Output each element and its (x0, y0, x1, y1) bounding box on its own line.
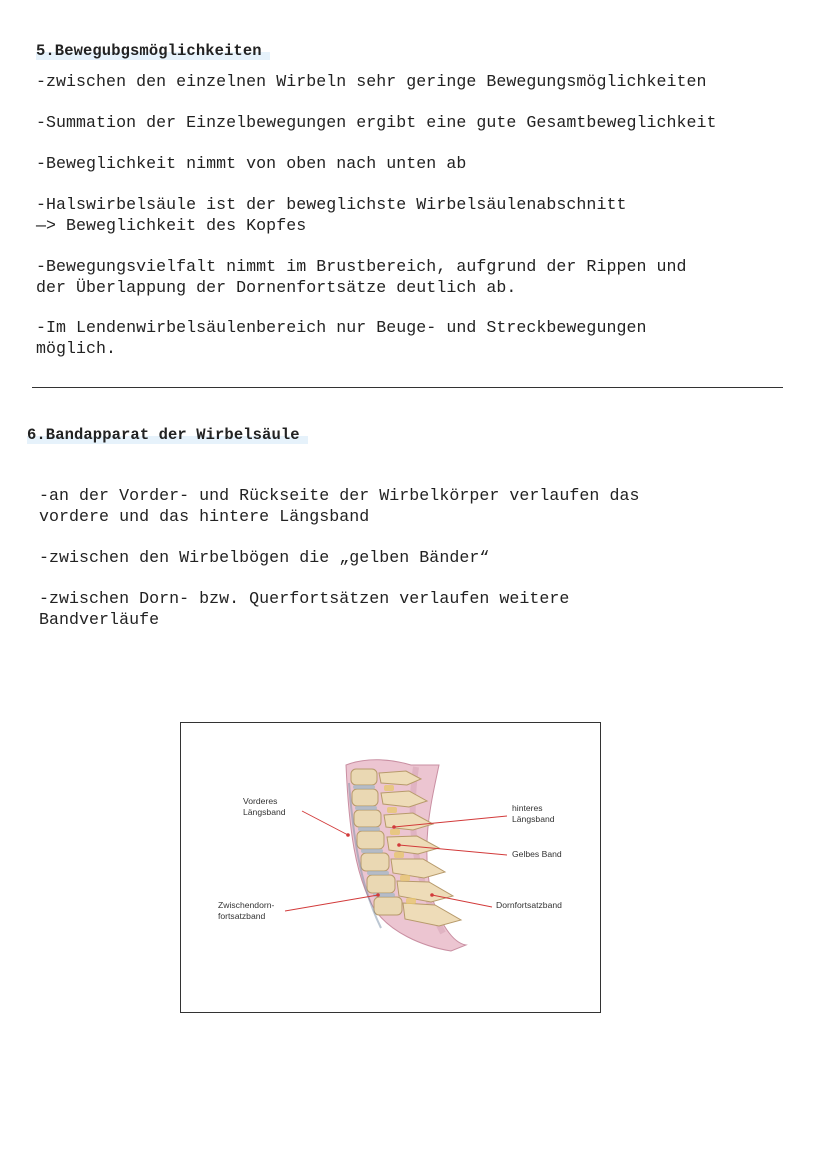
paragraph: -Summation der Einzelbewegungen ergibt eine gute Gesamtbeweglichkeit (36, 113, 717, 132)
paragraph: -Bewegungsvielfalt nimmt im Brustbereich, aufgrund der Rippen und der Überlappung der Dornenfortsätze deutlich ab. (36, 257, 687, 297)
paragraph: -zwischen Dorn- bzw. Querfortsätzen verlaufen weitere Bandverläufe (39, 589, 570, 629)
paragraph: -Im Lendenwirbelsäulenbereich nur Beuge- und Streckbewegungen möglich. (36, 318, 647, 358)
label-hinteres-laengsband: hinteres Längsband (512, 803, 555, 824)
paragraph: -Beweglichkeit nimmt von oben nach unten ab (36, 154, 467, 173)
label-vorderes-laengsband: Vorderes Längsband (243, 796, 286, 817)
label-gelbes-band: Gelbes Band (512, 849, 562, 859)
spine-ligament-figure (180, 722, 601, 1013)
label-dornfortsatzband: Dornfortsatzband (496, 900, 562, 910)
section-5-heading: 5.Bewegubgsmöglichkeiten (36, 42, 270, 60)
section-6-heading: 6.Bandapparat der Wirbelsäule (27, 426, 308, 444)
paragraph: -an der Vorder- und Rückseite der Wirbelkörper verlaufen das vordere und das hintere Längsband (39, 486, 640, 526)
paragraph: -zwischen den Wirbelbögen die „gelben Bänder“ (39, 548, 490, 567)
section-divider (32, 387, 783, 388)
spine-illustration (181, 723, 600, 1012)
paragraph: -zwischen den einzelnen Wirbeln sehr geringe Bewegungsmöglichkeiten (36, 72, 707, 91)
paragraph: -Halswirbelsäule ist der beweglichste Wirbelsäulenabschnitt —> Beweglichkeit des Kopfes (36, 195, 627, 235)
label-zwischendornfortsatzband: Zwischendorn- fortsatzband (218, 900, 275, 921)
